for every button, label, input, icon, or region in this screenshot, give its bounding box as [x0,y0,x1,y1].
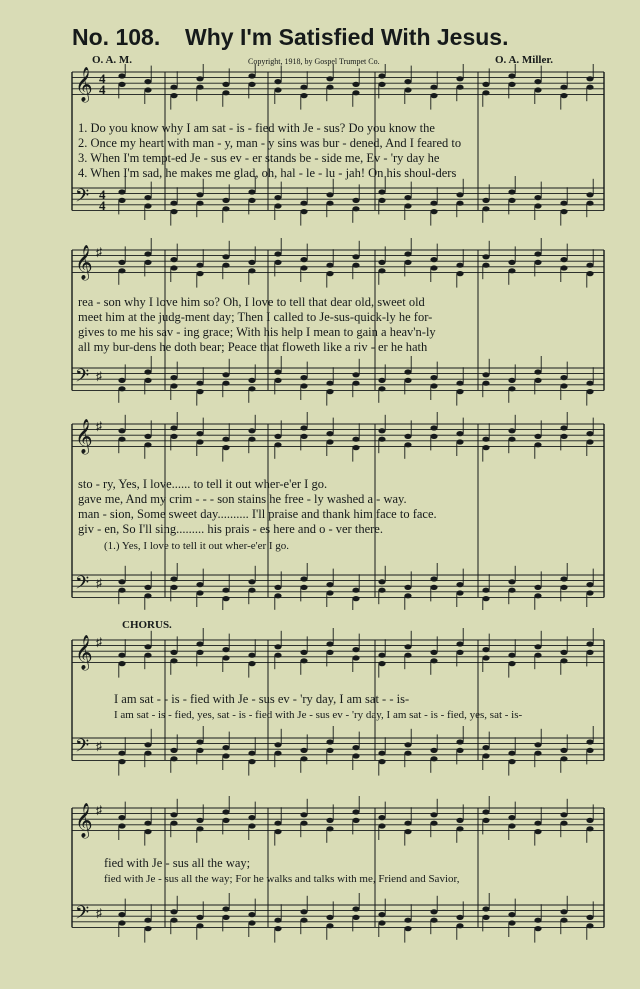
svg-text:4: 4 [99,82,106,97]
verse-line-4: all my bur-dens he doth bear; Peace that floweth like a riv - er he hath [78,340,428,354]
music-system-1 [0,64,640,244]
hymn-number: No. 108. [72,24,161,50]
svg-text:♯: ♯ [96,739,102,753]
chorus-label: CHORUS. [122,619,172,631]
svg-text:♯: ♯ [96,245,102,259]
svg-text:𝄢: 𝄢 [75,366,90,391]
svg-text:♯: ♯ [96,576,102,590]
chorus-soprano-lyric: I am sat - - is - fied with Je - sus ev - 'ry day, I am sat - - is- [114,692,410,706]
svg-text:𝄢: 𝄢 [75,186,90,211]
verse-line-2: gave me, And my crim - - - son stains he free - ly washed a - way. [78,492,407,506]
svg-text:♯: ♯ [96,369,102,383]
svg-text:♯: ♯ [96,419,102,433]
svg-text:𝄞: 𝄞 [75,419,93,454]
svg-text:♯: ♯ [96,635,102,649]
verse-line-3: 3. When I'm tempt-ed Je - sus ev - er stands be - side me, Ev - 'ry day he [78,151,440,165]
verse-line-1: 1. Do you know why I am sat - is - fied with Je - sus? Do you know the [78,121,435,135]
copyright-notice: Copyright, 1918, by Gospel Trumpet Co. [248,57,380,66]
bass-lyric-line: (1.) Yes, I love to tell it out wher-e'er I go. [104,540,290,552]
bass-lyric: fied with Je - sus all the way; For he walks and talks with me, Friend and Savior, [104,873,460,885]
svg-text:4: 4 [99,198,106,213]
music-system-2 [0,238,640,418]
svg-text:𝄢: 𝄢 [75,903,90,928]
music-system-5 [0,790,640,989]
music-author: O. A. M. [92,54,133,66]
svg-text:♯: ♯ [96,803,102,817]
svg-text:𝄞: 𝄞 [75,67,93,102]
verse-line-2: meet him at the judg-ment day; Then I called to Je-sus-quick-ly he for- [78,310,433,324]
verse-line-4: 4. When I'm sad, he makes me glad, oh, hal - le - lu - jah! On his shoul-ders [78,166,457,180]
svg-text:𝄢: 𝄢 [75,736,90,761]
hymn-title: Why I'm Satisfied With Jesus. [185,24,509,50]
staff-system-5-graphic [0,790,640,989]
svg-text:4: 4 [99,71,106,86]
music-system-3 [0,410,640,610]
words-author: O. A. Miller. [495,54,553,66]
svg-text:𝄞: 𝄞 [75,245,93,280]
svg-text:𝄢: 𝄢 [75,573,90,598]
verse-line-1: rea - son why I love him so? Oh, I love to tell that dear old, sweet old [78,295,425,309]
chorus-bass-lyric: I am sat - is - fied, yes, sat - is - fied with Je - sus ev - 'ry day, I am sat - is - fied, yes, sat - is- [114,709,523,721]
svg-text:4: 4 [99,187,106,202]
verse-line-1: sto - ry, Yes, I love...... to tell it out wher-e'er I go. [78,477,328,491]
verse-line-3: man - sion, Some sweet day.......... I'll praise and thank him face to face. [78,507,437,521]
verse-line-3: gives to me his sav - ing grace; With his help I mean to gain a heav'n-ly [78,325,436,339]
hymn-header [0,0,640,70]
music-system-4 [0,610,640,790]
verse-line-4: giv - en, So I'll sing......... his prais - es here and o - ver there. [78,522,383,536]
svg-text:𝄞: 𝄞 [75,635,93,670]
svg-text:𝄞: 𝄞 [75,803,93,838]
soprano-lyric: fied with Je - sus all the way; [104,856,251,870]
verse-line-2: 2. Once my heart with man - y, man - y sins was bur - dened, And I feared to [78,136,462,150]
svg-text:♯: ♯ [96,906,102,920]
